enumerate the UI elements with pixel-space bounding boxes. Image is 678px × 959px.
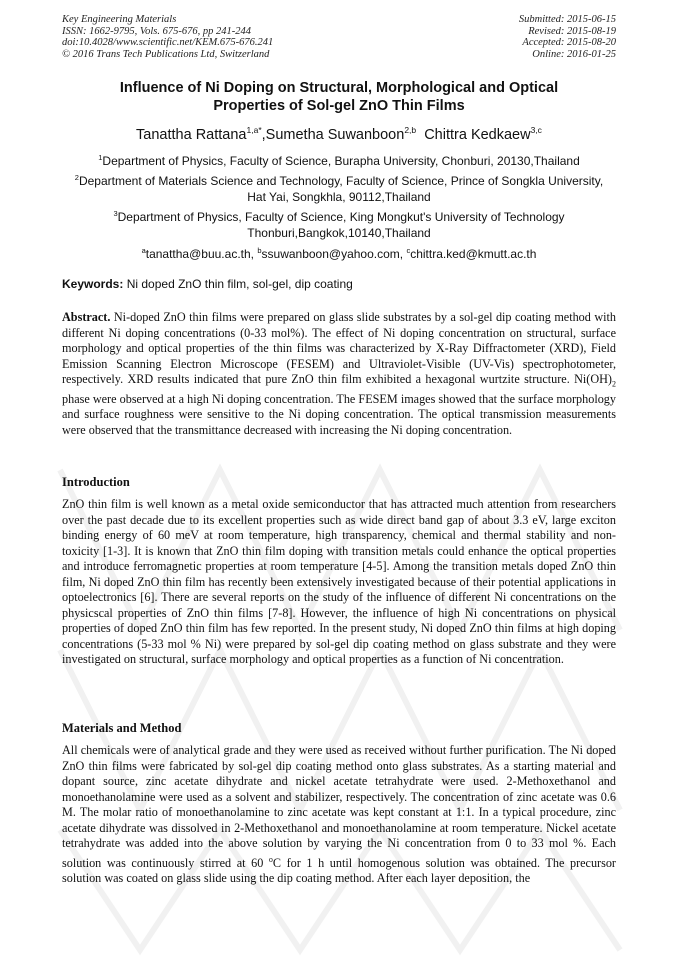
email-link[interactable]: tanattha@buu.ac.th [145,247,251,261]
methods-text: All chemicals were of analytical grade and they were used as received without further purification. The Ni doped ZnO thin films were fabricated by sol-gel dip coating method onto glass substrates. As a starting material and dopant source, zinc acetate dihydrate and nickel acetate tetrahydrate were used. 2-Methoxethanol and monoethanolamine were used as a solvent and stabilizer, respectively. The concentration of zinc acetate was 0.6 M. The molar ratio of monoethanolamine to zinc acetate was kept constant at 1:1. In a typical procedure, zinc acetate dihydrate was dissolved in 2-Methoxethanol and monoethanolamine at room temperature. Nickel acetate tetrahydrate was added into the above solution by varying the Ni concentration from 0 to 33 mol %. Each solution was continuously stirred at 60 $^o$C for 1 h until homogenous solution was obtained. The precursor solution was coated on glass slide using the dip coating method. After each layer deposition, the [62,743,616,886]
journal-issn: ISSN: 1662-9795, Vols. 675-676, pp 241-244 [62,25,251,37]
date-accepted: Accepted: 2015-08-20 [522,37,616,49]
section-heading-methods: Materials and Method [62,721,182,735]
author-list: Tanattha Rattana$^{1,a*}$,Sumetha Suwanboon$^{2,b}$ Chittra Kedkaew$^{3,c}$ [136,125,542,143]
date-revised: Revised: 2015-08-19 [528,25,616,37]
keywords-text: Ni doped ZnO thin film, sol-gel, dip coating [126,277,353,291]
author-name: Chittra Kedkaew [424,126,531,143]
abstract-label: Abstract. [62,310,111,324]
author-sup: 1,a* [246,125,262,135]
title-line-2: Properties of Sol-gel ZnO Thin Films [213,97,465,114]
affiliation-1: $^1$Department of Physics, Faculty of Science, Burapha University, Chonburi, 20130,Thailand [98,153,580,168]
author-sup: 3,c [530,125,542,135]
email-link[interactable]: chittra.ked@kmutt.ac.th [410,247,537,261]
title-line-1: Influence of Ni Doping on Structural, Morphological and Optical [119,80,559,96]
author-name: Tanattha Rattana [136,126,247,143]
journal-copyright: © 2016 Trans Tech Publications Ltd, Switzerland [62,48,270,60]
author-name: Sumetha Suwanboon [265,126,405,143]
journal-doi: doi:10.4028/www.scientific.net/KEM.675-676.241 [62,37,274,49]
publication-dates [519,14,616,60]
author-sup: 2,b [404,125,417,135]
paper-title [62,80,616,115]
journal-info [62,14,273,60]
date-online: Online: 2016-01-25 [532,48,616,60]
keywords-label: Keywords: [62,277,124,291]
affiliation-3: $^3$Department of Physics, Faculty of Science, King Mongkut's University of Technology Thonburi,Bangkok,10140,Thailand [113,209,565,240]
keywords [62,277,616,292]
date-submitted: Submitted: 2015-06-15 [518,14,616,25]
email-list: $^a$tanattha@buu.ac.th, $^b$ssuwanboon@yahoo.com, $^c$chittra.ked@kmutt.ac.th [141,246,537,261]
journal-name: Key Engineering Materials [62,14,177,25]
section-heading-introduction: Introduction [62,475,130,489]
affiliation-2: $^2$Department of Materials Science and Technology, Faculty of Science, Prince of Songkla University, Hat Yai, Songkhla, 90112,Thailand [74,173,604,204]
email-link[interactable]: ssuwanboon@yahoo.com [261,247,400,261]
introduction-text: ZnO thin film is well known as a metal oxide semiconductor that has attracted much attention from researchers over the past decade due to its excellent properties such as wide direct band gap of about 3.3 eV, large exciton binding energy of 60 meV at room temperature, high transparency, chemical and thermal stability and non-toxicity [1-3]. It is known that ZnO thin film doping with transition metals could enhance the optical properties and introduce ferromagnetic properties at room temperature [4-5]. Among the transition metals doped ZnO thin film, Ni doped ZnO thin film has recently been extensively investigated because of their potential applications in optoelectronics [6]. There are several reports on the study of the influence of different Ni concentrations on the physicscal properties of ZnO thin films [7-8]. However, the influence of high Ni concentrations on physical properties of doped ZnO thin film has few reported. In the present study, Ni doped ZnO thin films at high doping concentrations (5-33 mol % Ni) were prepared by sol-gel dip coating method on glass substrate and they were investigated on structural, surface morphology and optical properties as a function of Ni concentration. [62,497,616,666]
abstract: Abstract. Ni-doped ZnO thin films were prepared on glass slide substrates by a sol-gel dip coating method with different Ni doping concentrations (0-33 mol%). The effect of Ni doping concentration on structural, surface morphology and optical properties of the thin films was characterized by X-Ray Diffractometer (XRD), Field Emission Scanning Electron Microscope (FESEM) and Ultraviolet-Visible (UV-Vis) spectrophotometer, respectively. XRD results indicated that pure ZnO thin film exhibited a hexagonal wurtzite structure. $Ni(OH)_2$ phase were observed at a high Ni doping concentration. The FESEM images showed that the surface morphology and surface roughness were sensitive to the Ni doping concentration. The optical transmission measurements were observed that the transmittance decreased with increasing the Ni doping concentration. [62,310,616,437]
